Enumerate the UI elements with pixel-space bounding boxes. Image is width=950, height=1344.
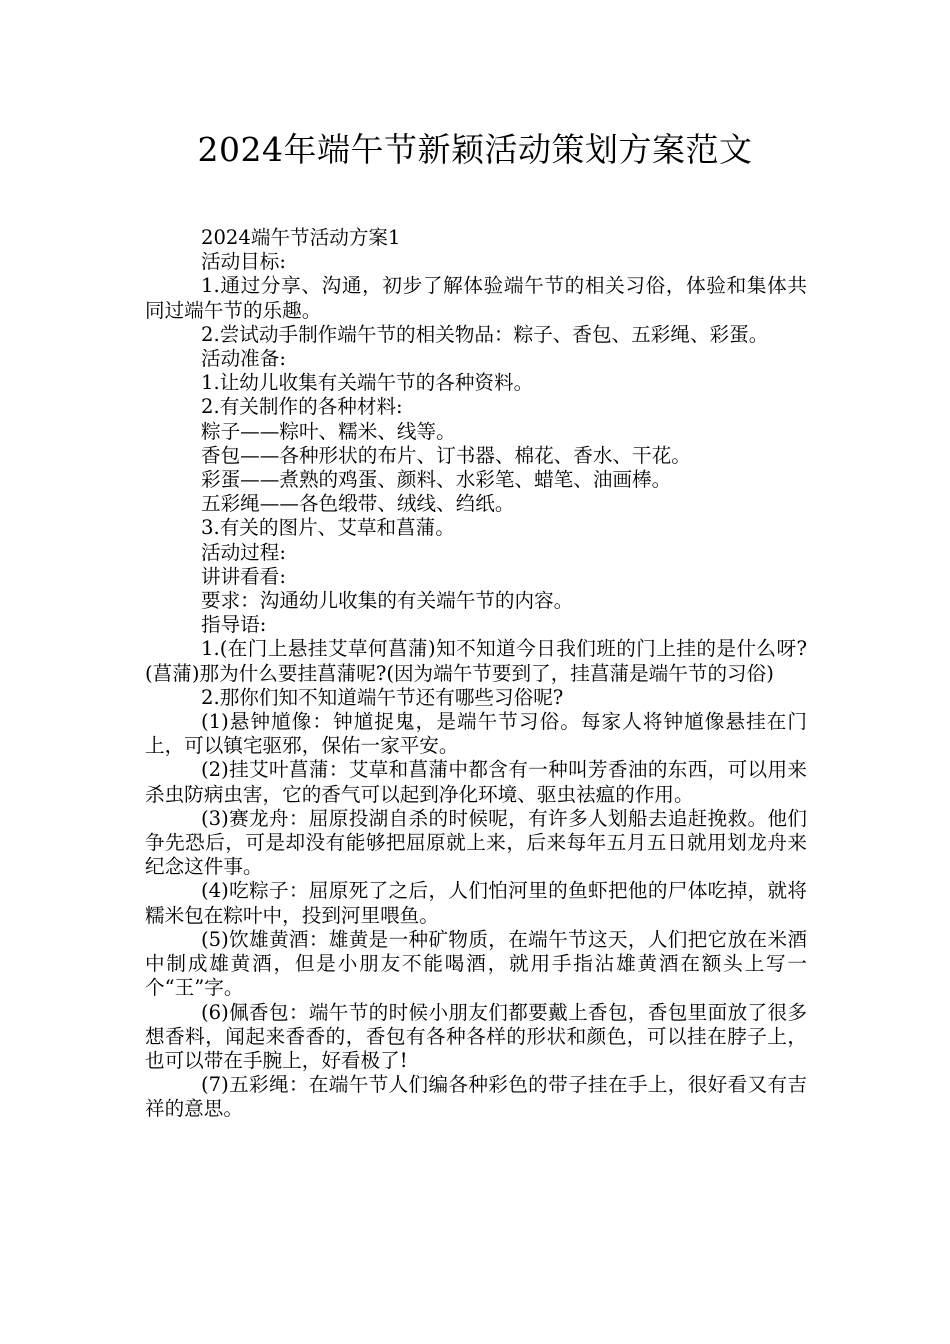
paragraph-custom-5: (5)饮雄黄酒：雄黄是一种矿物质，在端午节这天，人们把它放在米酒中制成雄黄酒，但是小朋友不能喝酒，就用手指沾雄黄酒在额头上写一个“王”字。 [145,927,807,1000]
paragraph-requirement: 要求：沟通幼儿收集的有关端午节的内容。 [201,589,574,613]
paragraph-custom-3: (3)赛龙舟：屈原投湖自杀的时候呢，有许多人划船去追赶挽救。他们争先恐后，可是却没有能够把屈原就上来，后来每年五月五日就用划龙舟来纪念这件事。 [145,806,807,879]
paragraph-custom-4: (4)吃粽子：屈原死了之后，人们怕河里的鱼虾把他的尸体吃掉，就将糯米包在粽叶中，投到河里喂鱼。 [145,879,807,927]
document-body [145,226,807,1122]
paragraph-material-zongzi: 粽子——粽叶、糯米、线等。 [201,419,456,443]
paragraph-guide-heading: 指导语: [201,613,267,637]
paragraph-prep-3: 3.有关的图片、艾草和菖蒲。 [201,516,455,540]
paragraph-goal-1: 1.通过分享、沟通，初步了解体验端午节的相关习俗，体验和集体共同过端午节的乐趣。 [145,274,807,322]
paragraph-custom-1: (1)悬钟馗像：钟馗捉鬼，是端午节习俗。每家人将钟馗像悬挂在门上，可以镇宅驱邪，保佑一家平安。 [145,710,807,758]
paragraph-guide-1: 1.(在门上悬挂艾草何菖蒲)知不知道今日我们班的门上挂的是什么呀?(菖蒲)那为什么要挂菖蒲呢?(因为端午节要到了，挂菖蒲是端午节的习俗) [145,637,807,685]
paragraph-custom-7: (7)五彩绳：在端午节人们编各种彩色的带子挂在手上，很好看又有吉祥的意思。 [145,1073,807,1121]
paragraph-goal-2: 2.尝试动手制作端午节的相关物品：粽子、香包、五彩绳、彩蛋。 [201,322,769,346]
paragraph-talk-heading: 讲讲看看: [201,564,286,588]
paragraph-guide-2: 2.那你们知不知道端午节还有哪些习俗呢? [201,685,564,709]
paragraph-custom-2: (2)挂艾叶菖蒲：艾草和菖蒲中都含有一种叫芳香油的东西，可以用来杀虫防病虫害，它的香气可以起到净化环境、驱虫祛瘟的作用。 [145,758,807,806]
document-title: 2024年端午节新颖活动策划方案范文 [197,130,753,169]
paragraph-process-heading: 活动过程: [201,540,286,564]
paragraph-prep-2: 2.有关制作的各种材料: [201,395,403,419]
paragraph-section-heading: 2024端午节活动方案1 [201,226,401,249]
paragraph-goals-heading: 活动目标: [201,250,286,274]
paragraph-material-rope: 五彩绳——各色缎带、绒线、绉纸。 [201,492,515,516]
paragraph-material-sachet: 香包——各种形状的布片、订书器、棉花、香水、干花。 [201,443,691,467]
paragraph-material-egg: 彩蛋——煮熟的鸡蛋、颜料、水彩笔、蜡笔、油画棒。 [201,468,672,492]
paragraph-prep-1: 1.让幼儿收集有关端午节的各种资料。 [201,371,534,395]
paragraph-prep-heading: 活动准备: [201,347,286,371]
paragraph-custom-6: (6)佩香包：端午节的时候小朋友们都要戴上香包，香包里面放了很多想香料，闻起来香香的，香包有各种各样的形状和颜色，可以挂在脖子上，也可以带在手腕上，好看极了! [145,1000,807,1072]
